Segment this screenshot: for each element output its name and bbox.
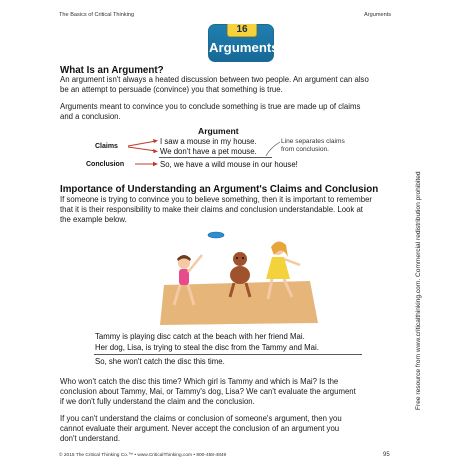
arrow-claim-2	[128, 147, 156, 151]
footer-copyright: © 2015 The Critical Thinking Co.™ • www.CriticalThinking.com • 800-458-4849	[59, 453, 227, 458]
arrowhead-claim-2	[153, 149, 158, 153]
section-heading-importance: Importance of Understanding an Argument's Claims and Conclusion	[60, 184, 379, 195]
example-conclusion: So, she won't catch the disc this time.	[95, 357, 225, 366]
paragraph-line: If you can't understand the claims or conclusion of someone's argument, then you	[60, 414, 342, 423]
flying-disc	[208, 232, 224, 238]
paragraph-line: if we don't fully understand the claim and the conclusion.	[60, 397, 255, 406]
conclusion-label: Conclusion	[86, 161, 125, 168]
diagram-note-line: Line separates claims	[281, 138, 345, 145]
paragraph-line: the example below.	[60, 215, 127, 224]
paragraph-line: cannot evaluate their argument. Never accept the conclusion of an argument you	[60, 424, 340, 433]
lesson-number: 16	[227, 24, 257, 37]
note-pointer	[266, 142, 280, 156]
diagram-claim-2: We don't have a pet mouse.	[160, 147, 257, 156]
paragraph-line: Who won't catch the disc this time? Which girl is Tammy and which is Mai? Is the	[60, 377, 339, 386]
diagram-note	[281, 138, 345, 154]
paragraph-line: Arguments meant to convince you to conclude something is true are made up of claims	[60, 102, 361, 111]
paragraph-line: that it is their responsibility to make their claims and conclusion understandable. Look at	[60, 205, 363, 214]
sand	[160, 281, 318, 325]
example-claim-2: Her dog, Lisa, is trying to steal the disc from the Tammy and Mai.	[95, 343, 319, 352]
paragraph-line: be an attempt to persuade (convince) you that something is true.	[60, 85, 283, 94]
section-heading-what-is: What Is an Argument?	[60, 65, 164, 76]
arrowhead-claim-1	[153, 139, 158, 143]
claims-label: Claims	[95, 143, 118, 150]
lesson-badge	[208, 24, 279, 62]
beach-illustration	[160, 225, 320, 327]
diagram-note-line: from conclusion.	[281, 146, 330, 153]
paragraph-line: An argument isn't always a heated discussion between two people. An argument can also	[60, 75, 369, 84]
paragraph-line: don't understand.	[60, 434, 121, 443]
side-copyright-note: Free resource from www.criticalthinking.com. Commercial redistribution prohibited	[415, 171, 422, 410]
running-header-left: The Basics of Critical Thinking	[59, 12, 135, 18]
diagram-claim-1: I saw a mouse in my house.	[160, 137, 257, 146]
running-header-right: Arguments	[364, 12, 392, 18]
paragraph-line: and a conclusion.	[60, 112, 121, 121]
example-claim-1: Tammy is playing disc catch at the beach with her friend Mai.	[95, 332, 305, 341]
lesson-title: Arguments	[209, 40, 279, 55]
diagram-conclusion: So, we have a wild mouse in our house!	[160, 160, 298, 169]
page-number: 95	[383, 452, 390, 458]
arrow-claim-1	[128, 141, 156, 146]
arrowhead-conclusion	[153, 162, 158, 166]
paragraph-line: If someone is trying to convince you to believe something, then it is important to remember	[60, 195, 373, 204]
paragraph-line: conclusion about Tammy, Mai, or Tammy's dog, Lisa? We can't evaluate the argument	[60, 387, 356, 396]
diagram-title: Argument	[198, 126, 239, 136]
